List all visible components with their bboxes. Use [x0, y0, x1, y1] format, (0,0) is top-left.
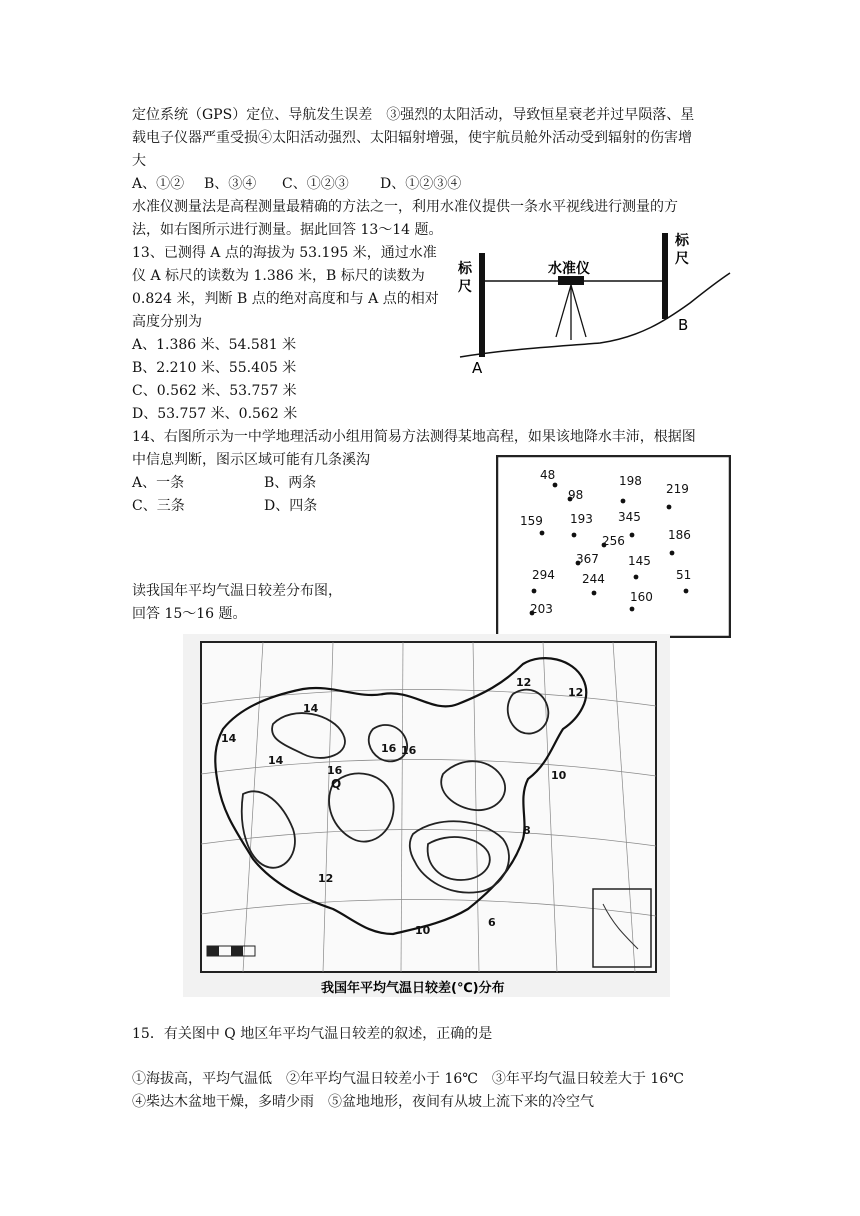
leveling-intro-line-1: 水准仪测量法是高程测量最精确的方法之一，利用水准仪提供一条水平视线进行测量的方	[132, 199, 678, 215]
map-label-14a: 14	[303, 702, 319, 715]
elevation-point-dot	[592, 591, 597, 596]
elevation-point-label: 244	[582, 572, 605, 586]
map-label-16c: 16	[327, 764, 343, 777]
elevation-point-dot	[667, 505, 672, 510]
q13-option-d[interactable]: D、53.757 米、0.562 米	[132, 406, 298, 422]
q14-line-1: 14、右图所示为一中学地理活动小组用简易方法测得某地高程，如果该地降水丰沛，根据图	[132, 429, 696, 445]
q15-stem: 15．有关图中 Q 地区年平均气温日较差的叙述，正确的是	[132, 1026, 493, 1042]
staff-label-right-2: 尺	[675, 251, 689, 267]
elevation-point-dot	[684, 589, 689, 594]
q12-option-b[interactable]: B、③④	[204, 176, 257, 192]
instrument-label: 水准仪	[548, 261, 590, 277]
q14-options-row-1	[132, 472, 316, 494]
q15-statement-line-1: ①海拔高，平均气温低 ②年平均气温日较差小于 16℃ ③年平均气温日较差大于 16℃	[132, 1071, 684, 1087]
q14-options-row-2	[132, 495, 317, 517]
staff-a	[479, 253, 485, 357]
elevation-point-dot	[621, 499, 626, 504]
elevation-points-figure	[496, 455, 731, 638]
q13-line-2: 仪 A 标尺的读数为 1.386 米，B 标尺的读数为	[132, 268, 425, 284]
point-a-label: A	[472, 359, 483, 375]
elevation-point-label: 219	[666, 482, 689, 496]
elevation-point-dot	[630, 607, 635, 612]
map-label-12a: 12	[516, 676, 532, 689]
q13-line-4: 高度分别为	[132, 314, 202, 330]
map-label-10b: 10	[415, 924, 431, 937]
q12-option-c[interactable]: C、①②③	[282, 176, 349, 192]
elevation-point-dot	[553, 483, 558, 488]
elevation-point-label: 48	[540, 468, 556, 482]
elevation-point-label: 193	[570, 512, 593, 526]
q13-line-1: 13、已测得 A 点的海拔为 53.195 米，通过水准	[132, 245, 437, 261]
map-label-6: 6	[488, 916, 496, 929]
q13-option-b[interactable]: B、2.210 米、55.405 米	[132, 360, 297, 376]
staff-b	[662, 233, 668, 319]
map-label-14c: 14	[268, 754, 284, 767]
elevation-point-label: 51	[676, 568, 692, 582]
map-caption: 我国年平均气温日较差(℃)分布	[321, 981, 505, 996]
q13-option-c[interactable]: C、0.562 米、53.757 米	[132, 383, 297, 399]
leveling-intro-line-2: 法，如右图所示进行测量。据此回答 13～14 题。	[132, 222, 443, 238]
elevation-point-label: 203	[530, 602, 553, 616]
elevation-point-dot	[532, 589, 537, 594]
map-label-q: Q	[331, 777, 342, 791]
q14-option-a[interactable]: A、一条	[132, 475, 185, 491]
map-label-16a: 16	[381, 742, 397, 755]
elevation-point-dot	[540, 531, 545, 536]
q14-line-2: 中信息判断，图示区域可能有几条溪沟	[132, 452, 370, 468]
elevation-point-label: 367	[576, 552, 599, 566]
elevation-point-label: 198	[619, 474, 642, 488]
ground-line	[460, 273, 730, 357]
elevation-point-label: 345	[618, 510, 641, 524]
q12-option-d[interactable]: D、①②③④	[380, 176, 462, 192]
elevation-point-label: 294	[532, 568, 555, 582]
point-b-label: B	[678, 316, 689, 334]
map-intro-line-1: 读我国年平均气温日较差分布图，	[132, 583, 342, 599]
intro-line-1: 定位系统（GPS）定位、导航发生误差 ③强烈的太阳活动，导致恒星衰老并过早陨落、星	[132, 107, 695, 123]
staff-label-left-2: 尺	[458, 279, 472, 295]
elevation-point-dot	[630, 533, 635, 538]
map-label-8: 8	[523, 824, 531, 837]
q14-option-c[interactable]: C、三条	[132, 498, 185, 514]
temperature-range-map	[183, 634, 670, 997]
q13-line-3: 0.824 米，判断 B 点的绝对高度和与 A 点的相对	[132, 291, 439, 307]
q12-options	[132, 173, 461, 195]
intro-line-3: 大	[132, 153, 146, 169]
staff-label-left-1: 标	[458, 261, 472, 277]
q14-option-b[interactable]: B、两条	[264, 475, 317, 491]
q13-option-a[interactable]: A、1.386 米、54.581 米	[132, 337, 297, 353]
elevation-point-dot	[670, 551, 675, 556]
elevation-point-label: 98	[568, 488, 584, 502]
elevation-point-dot	[572, 533, 577, 538]
map-intro-line-2: 回答 15～16 题。	[132, 606, 247, 622]
q12-option-a[interactable]: A、①②	[132, 176, 185, 192]
elevation-point-label: 186	[668, 528, 691, 542]
elevation-point-label: 256	[602, 534, 625, 548]
level-instrument	[558, 276, 584, 285]
elevation-point-label: 145	[628, 554, 651, 568]
elevation-point-dot	[634, 575, 639, 580]
map-label-14b: 14	[221, 732, 237, 745]
leveling-figure	[450, 225, 735, 375]
q15-statement-line-2: ④柴达木盆地干燥，多晴少雨 ⑤盆地地形，夜间有从坡上流下来的冷空气	[132, 1094, 594, 1110]
elevation-point-label: 159	[520, 514, 543, 528]
elevation-point-label: 160	[630, 590, 653, 604]
intro-line-2: 载电子仪器严重受损④太阳活动强烈、太阳辐射增强，使宇航员舱外活动受到辐射的伤害增	[132, 130, 692, 146]
map-label-16b: 16	[401, 744, 417, 757]
map-label-12b: 12	[568, 686, 584, 699]
staff-label-right-1: 标	[675, 233, 689, 249]
q14-option-d[interactable]: D、四条	[264, 498, 318, 514]
map-label-12c: 12	[318, 872, 334, 885]
map-label-10a: 10	[551, 769, 567, 782]
